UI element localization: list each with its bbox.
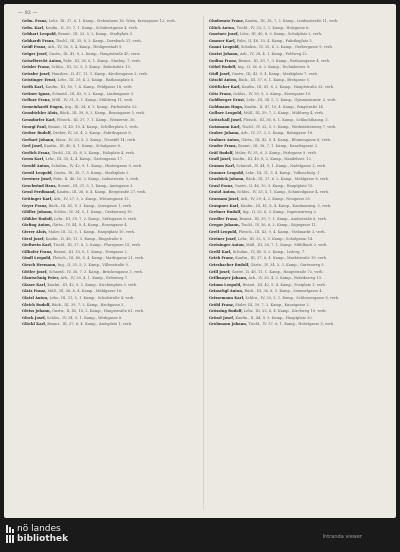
directory-entry [22, 315, 194, 321]
entry-name: Gensdorfer Karl, [22, 117, 56, 122]
entry-details: Beamt., III, 37, 6, 4. Kamp., Amtsplatz 1, verh. [47, 322, 133, 327]
entry-name: Göschl Anton, [209, 78, 238, 83]
directory-entry [22, 58, 194, 64]
directory-entry [209, 110, 381, 116]
entry-details: Schlos., III, 32, 5, 3. Kamp., Bahnhofstr. 13. [51, 65, 132, 70]
directory-entry [209, 262, 381, 268]
directory-entry [22, 249, 194, 255]
entry-name: Gröbl Franz, [209, 302, 235, 307]
entry-name: Gollner Leopold, [209, 111, 243, 116]
directory-entry [22, 31, 194, 37]
directory-entry [22, 203, 194, 209]
entry-details: Fleisch., III, 43, 9, 4. Kamp., Viehmarkt 3, verh. [238, 230, 326, 234]
entry-details: Lehr., III, 34, 5, 1. Kamp., Gymnasiumstr. 2, verh. [246, 98, 337, 103]
directory-entry [22, 25, 194, 31]
entry-name: Gerstner Josef, [22, 177, 53, 182]
directory-entry [22, 183, 194, 189]
entry-details: Gärtn., III, 42, 9, 4. Kamp., Blumengasse 6, verh. [241, 137, 332, 142]
entry-details: Gastw., III, 43, 9, 4. Kamp., Marktplatz 7, verh. [231, 71, 318, 76]
directory-entry [209, 321, 381, 327]
directory-entry [209, 51, 381, 57]
entry-name: Gödl Josef, [209, 71, 231, 76]
directory-entry [209, 143, 381, 149]
directory-entry [22, 236, 194, 242]
entry-name: Goldberger Ernst, [209, 98, 246, 103]
entry-name: Gierer Alois, [22, 230, 48, 234]
entry-details: Kaufm., III, 38, 7, 2. Kamp., Lindenstraße 11, verh. [245, 19, 339, 23]
entry-name: Glatz Franz, [22, 289, 47, 294]
entry-details: Schlos., IV, 34, 5, 1. Kamp., Grabenweg 19. [53, 210, 133, 215]
entry-details: Gastw., III, 38, 7, 3. Kamp., Marktplatz 2. [53, 170, 130, 175]
directory-entry [22, 216, 194, 222]
entry-details: Ing., II, 36, 6, 2. Kamp., Technikerstr. 8. [237, 65, 311, 70]
entry-name: Göbel Rudolf, [209, 65, 237, 70]
entry-details: Arb., IV, 27, 3, 2. Kamp., Bahngasse 18. [240, 131, 314, 136]
entry-details: Lehr., III, 31, 5, 1. Kamp., Schulstraße 4, verh. [49, 295, 135, 300]
directory-entry [22, 308, 194, 314]
entry-details: Kaufm., III, 36, 7, 4. Kamp., Feldgasse 18, verh. [45, 84, 133, 89]
entry-name: Geyer Franz, [22, 203, 48, 208]
entry-details: Arb., IV, 27, 3, 2. Kamp., Wiesengasse 12. [53, 197, 130, 202]
entry-name: Gerlich Franz, [22, 150, 51, 155]
directory-entry [209, 163, 381, 169]
directory-entry [209, 242, 381, 248]
entry-name: Girsch Hermann, [22, 262, 57, 267]
entry-name: Geschwind Hans, [22, 183, 57, 188]
logo-text-line2: bibliothek [17, 534, 69, 544]
directory-entry [22, 117, 194, 123]
entry-details: Bäck., III, 36, 6, 3. Kamp., Semmelgasse 4. [244, 289, 323, 294]
directory-entry [209, 269, 381, 275]
entry-details: Tischl., III, 35, 6, 2. Kamp., Holzplatz 4, verh. [51, 150, 135, 155]
entry-details: Fabr., II, 46, 10, 2. Kamp., Industriestr. 5, verh. [53, 177, 140, 182]
entry-details: Beamt., III, 38, 7, 1. Kamp., Kanzleigasse 2. [238, 144, 319, 149]
entry-details: Arb., IV, 29, 4, 1. Kamp., Erlenweg 7. [60, 276, 129, 281]
entry-details: Fabr., II, 46, 10, 4. Kamp., Fabriksplatz 3. [236, 38, 313, 43]
directory-entry [209, 203, 381, 209]
entry-details: Kaufm., III, 40, 8, 1. Kamp., Schulgasse 6. [44, 144, 122, 149]
entry-name: Giefing Anton, [22, 223, 52, 228]
directory-entry [22, 64, 194, 70]
entry-details: Kaufm., II, 47, 10, 4. Kamp., Ringstraße 14. [244, 104, 324, 109]
entry-name: Gellner Franz, [22, 98, 51, 103]
entry-name: Grimm Leopold, [209, 282, 242, 287]
directory-entry [22, 209, 194, 215]
entry-name: Grafl Josef, [209, 157, 232, 162]
directory-entry [209, 255, 381, 261]
directory-entry [22, 176, 194, 182]
directory-entry [209, 209, 381, 215]
directory-entry [22, 302, 194, 308]
directory-entry [22, 156, 194, 162]
directory-entry [209, 183, 381, 189]
directory-entry [209, 25, 381, 31]
entry-name: Gottschall Josef, [209, 117, 243, 122]
scanned-page [4, 4, 396, 518]
directory-entry [22, 242, 194, 248]
directory-entry [22, 97, 194, 103]
entry-details: Lehr., III, 39, 7, 2. Kamp., Stiftsgasse 8, verh. [54, 216, 138, 221]
logo-text-line1: nö landes [17, 524, 61, 534]
directory-entry [22, 110, 194, 116]
entry-name: Granner Leopold, [209, 170, 245, 175]
entry-name: Gießwein Karl, [22, 243, 53, 248]
directory-entry [209, 77, 381, 83]
entry-name: Greil Leopold, [209, 230, 238, 234]
entry-name: Goldmann Hugo, [209, 104, 244, 109]
entry-details: Lehr., III, 35, 6, 4. Kamp., Kirchweg 10, verh. [243, 309, 327, 314]
directory-entry [22, 91, 194, 97]
directory-entry [209, 295, 381, 301]
directory-entry [22, 163, 194, 169]
entry-name: Glück Anton, [209, 25, 236, 30]
entry-details: Lehr., III, 32, 5, 3. Kamp., Schulgasse 14. [237, 236, 314, 241]
directory-entry [22, 275, 194, 281]
entry-details: Gastw., II, 46, 10, 3. Kamp., Hauptplatz 15. [234, 183, 314, 188]
entry-details: Schuhm., IV, 35, 6, 2. Kamp., Gerbergasse 9, verh. [240, 45, 334, 50]
library-logo[interactable] [6, 524, 68, 544]
entry-details: Lehr., III, 31, 5, 4. Kamp., Volksschulg. 1. [245, 170, 321, 175]
directory-entry [209, 71, 381, 77]
entry-name: Glöckl Karl, [22, 322, 47, 327]
entry-name: Gebhardt Franz, [22, 38, 55, 43]
entry-details: Kaufm., III, 42, 9, 2. Kamp., Kirchenplatz 5, verh. [47, 282, 138, 287]
directory-entry [22, 77, 194, 83]
entry-name: Gebn. Franz, [22, 19, 48, 23]
directory-entry [209, 249, 381, 255]
directory-entry [209, 58, 381, 64]
entry-name: Graber Johann, [209, 131, 240, 136]
entry-details: Maler, IV, 35, 6, 3. Kamp., Farbgasse 9, verh. [234, 150, 317, 155]
entry-name: Grillmayer Johann, [209, 276, 248, 281]
entry-details: Ing., III, 34, 6, 3. Kamp., Parkstraße 22. [64, 104, 138, 109]
entry-name: Grabner Anton, [209, 137, 241, 142]
entry-details: Bäck., III, 39, 7, 3. Kamp., Backgasse 2. [51, 302, 125, 307]
entry-name: Gföller Johann, [22, 210, 53, 215]
right-column [209, 18, 381, 328]
entry-details: Beamt., III, 39, 7, 3. Kamp., Rathausgasse 4, verh. [238, 58, 331, 63]
entry-details: Müll., III, 36, 6, 4. Kamp., Mühlgasse 16. [47, 289, 123, 294]
entry-details: Dreher, IV, 28, 4, 2. Kamp., Fabriksgasse 8. [52, 131, 132, 136]
entry-details: Kaufm., II, 48, 11, 3. Kamp., Ringstraße 6. [45, 236, 124, 241]
entry-name: Grissemann Karl, [209, 295, 245, 300]
directory-entry [209, 84, 381, 90]
directory-entry [209, 137, 381, 143]
entry-details: Kaufm., II, 29, 7, 1. Kamp., Schubertgasse 4, verh. [45, 25, 138, 30]
entry-details: Schlos., IV, 33, 5, 1. Kamp., Schmiedgasse 4, verh. [237, 190, 330, 195]
entry-name: Gleich Rudolf, [22, 302, 51, 307]
entry-name: Gräf Rudolf, [209, 150, 234, 155]
entry-name: Gerstl Leopold, [22, 170, 53, 175]
entry-name: Geissler Josef, [22, 71, 51, 76]
directory-entry [22, 71, 194, 77]
entry-details: Müll., III, 38, 7, 1. Kamp., Mühlbach 2, verh. [246, 243, 328, 248]
entry-details: Beamt., III, 31, 5, 1. Kamp., Amtsgasse 3. [57, 183, 134, 188]
directory-entry [22, 229, 194, 235]
directory-entry [209, 104, 381, 110]
entry-details: Lehr., III, 40, 8, 3. Kamp., Schulplatz 2, verh. [239, 32, 323, 37]
entry-details: Fleisch., III, 37, 7, 1. Kamp., Wienerstr. 30. [56, 117, 136, 122]
entry-name: Gleiss Johann, [22, 309, 51, 314]
directory-entry [209, 222, 381, 228]
entry-name: Gmeiner Josef, [209, 32, 239, 37]
directory-entry [209, 156, 381, 162]
entry-details: Kaufm., III, 41, 8, 4. Kamp., Kaufmannsg. 5, verh. [240, 203, 332, 208]
entry-name: Geitner Ignaz, [22, 91, 51, 96]
entry-name: Greßl Karl, [209, 249, 232, 254]
directory-entry [209, 64, 381, 70]
entry-details: Müll., III, 39, 7, 2. Kamp., Mühlweg 4, verh. [243, 111, 324, 116]
entry-name: Gessl Ferdinand, [22, 190, 56, 195]
entry-details: Schneid., IV, 44, 9, 1. Kamp., Nadelgasse 3, verh. [236, 164, 327, 169]
directory-entry [209, 196, 381, 202]
entry-name: Götz Franz, [209, 91, 233, 96]
entry-name: Grill Josef, [209, 269, 231, 274]
entry-details: Arb., IV, 28, 4, 1. Kamp., Feldweg 22. [239, 51, 308, 56]
entry-details: Arb., IV, 30, 4, 2. Kamp., Fabriksweg 13. [248, 276, 323, 281]
entry-name: Gettinger Karl, [22, 197, 53, 202]
entry-details: Schlos., IV, 34, 5, 1. Kamp., Werkgasse 8. [47, 315, 123, 320]
directory-entry [209, 216, 381, 222]
directory-entry [209, 176, 381, 182]
entry-name: Geisler Franz, [22, 65, 51, 70]
entry-details: Beamt., II, 45, 10, 4. Kamp., Schillerplatz 1, verh. [48, 124, 139, 129]
directory-entry [22, 124, 194, 130]
entry-details: Lehr., III, 30, 4, 4. Kamp., Gartengasse 17. [45, 157, 124, 162]
directory-entry [22, 269, 194, 275]
directory-entry [22, 84, 194, 90]
entry-name: Gföhler Rudolf, [22, 216, 54, 221]
directory-entry [209, 315, 381, 321]
entry-name: Greiner Josef, [209, 236, 237, 241]
entry-details: Schuhm., IV, 42, 9, 1. Kamp., Hintergasse 9, verh. [51, 164, 143, 169]
directory-entry [22, 262, 194, 268]
directory-entry [209, 150, 381, 156]
directory-entry [209, 38, 381, 44]
entry-details: Bäck., III, 39, 8, 2. Kamp., Brunngasse 5, verh. [59, 111, 146, 116]
directory-entry [22, 288, 194, 294]
directory-entry [22, 143, 194, 149]
entry-name: Grausam Josef, [209, 197, 240, 202]
entry-details: Ing., II, 35, 6, 3. Kamp., Ingenieurweg 2. [242, 210, 317, 215]
directory-entry [22, 137, 194, 143]
directory-entry [209, 31, 381, 37]
library-logo-icon-2 [6, 535, 14, 543]
directory-entry [22, 196, 194, 202]
entry-details: Schneid., IV, 38, 7, 3. Kamp., Brückengasse 3, verh. [48, 269, 144, 274]
entry-details: Fleisch., III, 36, 6, 1. Kamp., Schlachthausg. 3. [243, 117, 329, 122]
entry-name: Gredler Franz, [209, 216, 239, 221]
entry-name: Germ Karl, [22, 157, 45, 162]
entry-name: Grebner Rudolf, [209, 210, 242, 215]
entry-details: Kaufm., III, 40, 8, 2. Kamp., Handelsstr. 12. [232, 157, 312, 162]
entry-name: Geistinger Ernst, [22, 78, 57, 83]
entry-details: Bäck., III, 37, 6, 2. Kamp., Mehlgasse 8, verh. [245, 177, 330, 182]
directory-entry [22, 321, 194, 327]
entry-details: Kaufm., III, 36, 6, 4. Kamp., Bergstraße 27, verh. [56, 190, 147, 195]
entry-name: Gerold Anton, [22, 164, 51, 169]
directory-entry [209, 236, 381, 242]
entry-name: Gebs. Karl, [22, 25, 45, 30]
entry-details: Beamt., III, 39, 7, 1. Kamp., Amtsstraße 6, verh. [239, 216, 328, 221]
directory-entry [22, 170, 194, 176]
entry-details: Maur., IV, 33, 5, 3. Kamp., Neustift 14, verh. [55, 137, 137, 142]
entry-name: Gittler Josef, [22, 269, 48, 274]
entry-details: Lehr., III, 37, 6, 1. Kamp., Siebenhaus 16, Wien, Kreuzgasse 12, verh. [48, 19, 176, 23]
entry-name: Griesbacher Rudolf, [209, 262, 250, 267]
directory-entry [209, 130, 381, 136]
entry-name: Georgi Paul, [22, 124, 47, 129]
entry-name: Glantschnig Peter, [22, 276, 60, 281]
library-logo-icon [6, 525, 14, 533]
directory-entry [22, 130, 194, 136]
directory-entry [209, 282, 381, 288]
directory-entry [22, 51, 194, 57]
page-number: — 92 — [18, 10, 38, 16]
entry-details: Fabr., III, 38, 6, 1. Kamp., Marktg. 7, verh. [63, 58, 141, 63]
entry-name: Grohmann Johann, [209, 322, 248, 327]
entry-name: Glatzl Anton, [22, 295, 49, 300]
directory-entry [22, 282, 194, 288]
entry-details: Hausbes., II, 47, 11, 1. Kamp., Kirchengasse 2, verh. [51, 71, 148, 76]
directory-entry [209, 189, 381, 195]
directory-entry [209, 275, 381, 281]
entry-details: Fleisch., III, 40, 8, 4. Kamp., Marktgasse 21, verh. [52, 256, 145, 261]
directory-entry [22, 104, 194, 110]
directory-entry [209, 302, 381, 308]
entry-details: Tischl., IV, 36, 6, 2. Kamp., Sägegasse 11. [240, 223, 318, 228]
entry-name: Gmoser Karl, [209, 38, 236, 43]
directory-entry [209, 229, 381, 235]
entry-details: Maler, III, 32, 5, 1. Kamp., Hauptplatz 10, verh. [48, 230, 136, 234]
entry-name: Gotzmann Karl, [209, 124, 241, 129]
directory-entry [209, 308, 381, 314]
entry-details: Beamt., III, 35, 6, 1. Kamp., Postgasse 2. [53, 249, 128, 254]
entry-details: Beamt., III, 42, 9, 4. Kamp., Postplatz 1, verh. [242, 282, 326, 287]
entry-name: Graupner Karl, [209, 203, 240, 208]
entry-name: Gilhofer Franz, [22, 249, 53, 254]
entry-name: Gerl Josef, [22, 144, 43, 149]
directory-entry [209, 97, 381, 103]
entry-name: Godina Franz, [209, 58, 238, 63]
directory-entry [22, 255, 194, 261]
entry-name: Gensbichler Alois, [22, 111, 59, 116]
entry-details: Gastw., II, 45, 10, 2. Kamp., Hauptstraße 61, verh. [52, 309, 145, 314]
entry-name: Gindl Leopold, [22, 256, 52, 261]
directory-entry [209, 91, 381, 97]
directory-entry [22, 38, 194, 44]
directory-entry [209, 288, 381, 294]
directory-entry [22, 44, 194, 50]
entry-details: Tischl., III, 37, 6, 2. Kamp., Pfarrgasse 15, verh. [53, 243, 141, 248]
entry-name: Geidl Franz, [22, 45, 47, 50]
entry-name: Gratzl Anton, [209, 190, 236, 195]
entry-details: Maler, III, 39, 7, 2. Kamp., Kunstgasse 3. [235, 302, 310, 307]
entry-name: Gnant Leopold, [209, 45, 240, 50]
directory-entry [22, 189, 194, 195]
entry-details: Gastw., II, 48, 11, 1. Kamp., Hauptstraße 72, verh. [231, 269, 324, 274]
entry-name: Grieb Franz, [209, 256, 234, 261]
entry-details: Gastw., III, 41, 9, 2. Kamp., Hauptstraße 45, verw. [48, 51, 141, 56]
left-column [22, 18, 194, 328]
column-divider [203, 16, 204, 510]
entry-name: Glock Josef, [22, 315, 46, 320]
entry-name: Gemeinhardt Eugen, [22, 104, 64, 109]
entry-details: Arb., IV, 29, 4, 2. Kamp., Neugasse 20. [240, 197, 311, 202]
entry-details: Beamt., III, 33, 5, 2. Kamp., Stadtplatz 3. [58, 32, 134, 37]
entry-details: Lehr., III, 29, 4, 2. Kamp., Rathausplatz 6. [57, 78, 135, 83]
directory-entry [22, 295, 194, 301]
entry-name: Gramm Karl, [209, 164, 236, 169]
directory-entry [209, 170, 381, 176]
entry-name: Gludowatz Franz, [209, 19, 244, 23]
viewer-label[interactable]: Intranda viewer [322, 534, 362, 540]
entry-name: Gregor Johann, [209, 223, 240, 228]
entry-details: Schuhm., IV, 40, 8, 2. Kamp., Lederg. 7. [232, 249, 306, 254]
directory-entry [209, 18, 381, 24]
entry-details: Arb., IV, 26, 3, 4. Kamp., Heiligenstadt 9. [47, 45, 123, 50]
directory-entry [209, 44, 381, 50]
directory-entry [22, 150, 194, 156]
directory-entry [209, 124, 381, 130]
entry-name: Geiselbrecht Anton, [22, 58, 63, 63]
directory-entry [22, 18, 194, 24]
entry-name: Grössing Rudolf, [209, 309, 243, 314]
entry-details: Tischl., IV, 33, 5, 1. Kamp., Holzgasse 6. [236, 25, 310, 30]
entry-details: Gärtn., IV, 44, 9, 4. Kamp., Rosengasse 4. [52, 223, 128, 228]
entry-details: Gärtn., IV, 34, 5, 3. Kamp., Gartenweg 5. [250, 262, 325, 267]
entry-name: Geiger Josef, [22, 51, 48, 56]
entry-name: Gerber Rudolf, [22, 131, 52, 136]
entry-name: Grasböck Johann, [209, 177, 245, 182]
entry-name: Geith Karl, [22, 84, 45, 89]
entry-details: Bäck., III, 37, 6, 1. Kamp., Brotgasse 5. [238, 78, 311, 83]
entry-details: Kaufm., III, 37, 6, 4. Kamp., Marktstraße 19, verh. [235, 256, 328, 261]
entry-details: Bäck., III, 41, 8, 3. Kamp., Quergasse 1, verh. [48, 203, 132, 208]
entry-name: Grader Franz, [209, 144, 237, 149]
directory-entry [209, 117, 381, 123]
entry-name: Greisinger Anton, [209, 243, 245, 248]
entry-details: Schneid., III, 43, 9, 2. Kamp., Lindengasse 3. [52, 91, 135, 96]
entry-details: Müll., IV, 31, 5, 1. Kamp., Mühlweg 11, verh. [51, 98, 134, 103]
entry-name: Grössl Josef, [209, 315, 235, 320]
entry-name: Grasl Franz, [209, 183, 234, 188]
entry-details: Tischl., IV, 37, 6, 1. Kamp., Hobelgasse 5, verh. [248, 322, 335, 327]
entry-name: Giesl Josef, [22, 236, 45, 241]
entry-details: Ing., II, 33, 5, 2. Kamp., Villenstraße 9. [57, 262, 129, 267]
entry-name: Gneist Johann, [209, 51, 239, 56]
entry-details: Tischl., III, 35, 8, 3. Kamp., Dornbach 21, verh. [55, 38, 142, 43]
entry-name: Glaser Karl, [22, 282, 47, 287]
entry-details: Schlos., IV, 33, 5, 1. Kamp., Schlossergasse 8, verh. [245, 295, 340, 300]
entry-name: Göttlicher Karl, [209, 84, 241, 89]
entry-name: Gerhart Johann, [22, 137, 55, 142]
entry-name: Grinschgl Anton, [209, 289, 244, 294]
entry-details: Schlos., IV, 30, 5, 3. Kamp., Eisengasse 10. [233, 91, 312, 96]
entry-name: Gebhart Leopold, [22, 32, 57, 37]
directory-entry [22, 222, 194, 228]
entry-details: Tischl., IV, 32, 5, 3. Kamp., Werkstättenweg 7, verh. [241, 124, 337, 129]
entry-details: Kaufm., II, 44, 9, 3. Kamp., Hauptplatz 20. [235, 315, 313, 320]
entry-details: Kaufm., III, 41, 8, 2. Kamp., Hauptstraße 33, verh. [241, 84, 335, 89]
